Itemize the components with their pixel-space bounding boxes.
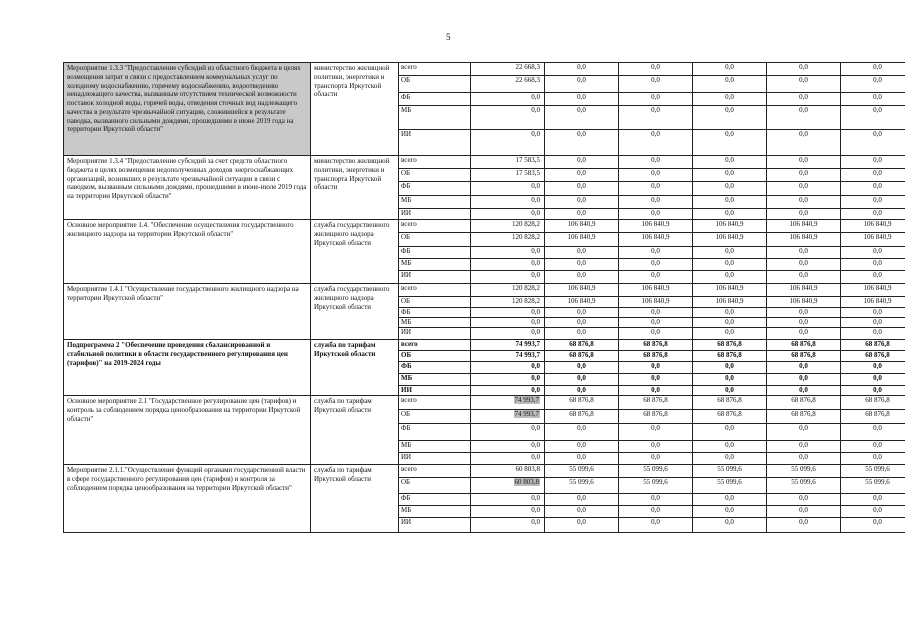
amount-cell: 120 828,2 [471,297,545,308]
amount-cell: 0,0 [619,494,693,506]
amount-cell: 0,0 [471,328,545,340]
amount-cell: 0,0 [471,441,545,453]
funding-source: ФБ [399,93,471,106]
amount-cell [471,478,545,494]
amount-cell: 0,0 [545,362,619,374]
amount-cell: 0,0 [545,424,619,441]
amount-cell: 55 099,6 [841,465,905,478]
amount-cell: 0,0 [619,328,693,340]
amount-cell: 68 876,8 [693,351,767,362]
measure-name: Основное мероприятие 1.4. "Обеспечение осуществления государственного жилищного надзора на территории Иркутской области" [64,220,311,284]
amount-cell: 0,0 [471,318,545,328]
amount-cell: 55 099,6 [693,465,767,478]
funding-source: ИИ [399,209,471,220]
table-row [64,63,905,76]
amount-cell: 0,0 [545,259,619,271]
amount-cell: 0,0 [693,76,767,93]
amount-cell: 0,0 [693,362,767,374]
amount-cell: 0,0 [693,196,767,209]
amount-cell: 106 840,9 [693,220,767,233]
amount-cell: 55 099,6 [619,465,693,478]
amount-cell: 0,0 [619,453,693,465]
amount-cell: 0,0 [767,271,841,284]
amount-cell: 0,0 [841,318,905,328]
amount-cell: 0,0 [619,386,693,396]
amount-cell: 0,0 [693,374,767,386]
amount-cell: 0,0 [693,247,767,259]
funding-source: МБ [399,318,471,328]
amount-cell: 0,0 [693,506,767,518]
amount-cell: 0,0 [841,76,905,93]
amount-cell: 0,0 [545,196,619,209]
amount-cell: 0,0 [619,441,693,453]
amount-cell: 17 583,5 [471,169,545,182]
amount-cell: 68 876,8 [841,410,905,424]
amount-cell: 106 840,9 [693,233,767,247]
amount-cell: 0,0 [767,196,841,209]
amount-cell: 68 876,8 [767,340,841,351]
amount-cell: 74 993,7 [471,340,545,351]
amount-cell: 0,0 [767,318,841,328]
funding-source: ФБ [399,424,471,441]
amount-cell: 55 099,6 [545,478,619,494]
amount-cell: 0,0 [471,209,545,220]
amount-cell: 0,0 [619,506,693,518]
amount-cell: 68 876,8 [767,351,841,362]
funding-source: всего [399,340,471,351]
amount-cell [471,396,545,410]
amount-cell: 106 840,9 [545,284,619,297]
amount-cell: 0,0 [619,130,693,156]
measure-name: Подпрограмма 2 "Обеспечение проведения сбалансированной и стабильной политики в области государственного регулирования цен (тарифов)" на 2019-2024 годы [64,340,311,396]
amount-cell: 0,0 [619,196,693,209]
amount-cell: 0,0 [545,182,619,196]
amount-cell: 0,0 [619,424,693,441]
amount-cell: 0,0 [841,441,905,453]
measure-name: Мероприятие 1.4.1 "Осуществление государственного жилищного надзора на территории Иркутской области" [64,284,311,340]
amount-cell: 0,0 [767,93,841,106]
amount-cell: 0,0 [471,130,545,156]
page-number: 5 [446,32,451,42]
amount-cell: 106 840,9 [767,297,841,308]
amount-cell: 0,0 [545,308,619,318]
amount-cell: 0,0 [619,209,693,220]
responsible-executor: служба по тарифам Иркутской области [311,396,399,465]
amount-cell: 68 876,8 [619,396,693,410]
funding-source: ИИ [399,271,471,284]
responsible-executor: служба государственного жилищного надзора Иркутской области [311,284,399,340]
table-row [64,465,905,478]
amount-cell: 0,0 [693,130,767,156]
amount-cell: 0,0 [841,247,905,259]
funding-source: МБ [399,259,471,271]
amount-cell: 0,0 [841,130,905,156]
amount-cell: 55 099,6 [545,465,619,478]
amount-cell: 0,0 [767,63,841,76]
amount-cell: 0,0 [841,506,905,518]
amount-cell: 0,0 [841,518,905,533]
table-row [64,284,905,297]
amount-cell: 0,0 [619,169,693,182]
amount-cell: 0,0 [545,76,619,93]
amount-cell: 55 099,6 [767,465,841,478]
amount-cell: 0,0 [471,453,545,465]
amount-cell: 17 583,5 [471,156,545,169]
amount-cell: 106 840,9 [619,284,693,297]
amount-cell: 0,0 [619,106,693,130]
amount-cell: 0,0 [767,169,841,182]
amount-cell: 0,0 [767,453,841,465]
amount-cell: 106 840,9 [767,220,841,233]
amount-cell: 74 993,7 [471,351,545,362]
responsible-executor: служба по тарифам Иркутской области [311,465,399,533]
amount-cell: 0,0 [619,63,693,76]
amount-cell: 0,0 [693,328,767,340]
amount-cell: 0,0 [471,494,545,506]
funding-source: МБ [399,506,471,518]
funding-table [63,62,905,533]
funding-source: ФБ [399,494,471,506]
amount-cell: 0,0 [545,328,619,340]
amount-cell: 0,0 [619,518,693,533]
amount-cell: 0,0 [471,271,545,284]
amount-cell: 106 840,9 [619,220,693,233]
amount-cell: 0,0 [693,386,767,396]
amount-cell: 68 876,8 [545,351,619,362]
amount-cell: 0,0 [767,209,841,220]
amount-cell: 0,0 [545,247,619,259]
amount-cell: 106 840,9 [841,297,905,308]
highlighted-amount: 74 993,7 [514,410,539,418]
funding-source: ИИ [399,453,471,465]
funding-source: ИИ [399,386,471,396]
amount-cell: 106 840,9 [545,233,619,247]
amount-cell: 0,0 [619,374,693,386]
amount-cell: 0,0 [545,209,619,220]
amount-cell: 0,0 [841,259,905,271]
amount-cell: 0,0 [693,318,767,328]
amount-cell: 0,0 [767,362,841,374]
amount-cell: 0,0 [471,93,545,106]
funding-source: ОБ [399,410,471,424]
table-row [64,340,905,351]
amount-cell: 0,0 [841,106,905,130]
amount-cell: 0,0 [841,386,905,396]
amount-cell: 0,0 [841,424,905,441]
amount-cell: 0,0 [841,209,905,220]
amount-cell: 68 876,8 [545,396,619,410]
amount-cell: 106 840,9 [693,284,767,297]
amount-cell: 68 876,8 [841,396,905,410]
amount-cell: 0,0 [841,93,905,106]
amount-cell: 68 876,8 [545,340,619,351]
amount-cell: 0,0 [841,494,905,506]
responsible-executor: министерство жилищной политики, энергетики и транспорта Иркутской области [311,63,399,156]
funding-source: МБ [399,441,471,453]
funding-table-body [64,63,905,533]
table-row [64,220,905,233]
amount-cell: 0,0 [471,182,545,196]
amount-cell: 0,0 [545,441,619,453]
amount-cell: 0,0 [619,308,693,318]
amount-cell: 0,0 [471,424,545,441]
amount-cell: 106 840,9 [841,233,905,247]
funding-source: ОБ [399,351,471,362]
amount-cell: 0,0 [619,271,693,284]
amount-cell: 0,0 [619,247,693,259]
amount-cell: 0,0 [693,494,767,506]
amount-cell: 0,0 [767,386,841,396]
amount-cell: 106 840,9 [619,233,693,247]
measure-name: Мероприятие 2.1.1."Осуществление функций органами государственной власти в сфере государственного регулирования цен (тарифов) и контроля за соблюдением порядка ценообразования на территории Иркутской области" [64,465,311,533]
funding-source: всего [399,63,471,76]
funding-source: МБ [399,106,471,130]
amount-cell: 0,0 [841,169,905,182]
amount-cell: 106 840,9 [767,284,841,297]
highlighted-amount: 60 803,8 [514,478,539,486]
funding-source: ОБ [399,233,471,247]
funding-source: ИИ [399,328,471,340]
amount-cell: 0,0 [841,196,905,209]
funding-source: ФБ [399,247,471,259]
amount-cell: 0,0 [545,318,619,328]
amount-cell: 0,0 [693,424,767,441]
amount-cell: 0,0 [693,63,767,76]
measure-name: Мероприятие 1.3.3 "Предоставление субсидий из областного бюджета в целях возмещения затрат в связи с предоставлением коммунальных услуг по холодному водоснабжению, горячему водоснабжению, водоотведению ненадлежащего качества, вызванным отсутствием технической возможности поставок холодной воды, горячей воды, отведения сточных вод надлежащего качества в результате чрезвычайной ситуации, сложившейся в результате паводка, вызванного сильными дождями, прошедшими в июне 2019 года на территории Иркутской области" [64,63,311,156]
amount-cell: 0,0 [841,374,905,386]
amount-cell: 0,0 [619,362,693,374]
amount-cell: 0,0 [619,156,693,169]
amount-cell: 120 828,2 [471,220,545,233]
amount-cell: 68 876,8 [693,340,767,351]
responsible-executor: служба государственного жилищного надзора Иркутской области [311,220,399,284]
amount-cell: 0,0 [693,453,767,465]
amount-cell: 106 840,9 [545,220,619,233]
amount-cell: 0,0 [619,76,693,93]
amount-cell: 0,0 [545,494,619,506]
amount-cell: 120 828,2 [471,233,545,247]
amount-cell: 0,0 [841,271,905,284]
amount-cell: 0,0 [545,453,619,465]
amount-cell: 22 668,3 [471,63,545,76]
amount-cell: 68 876,8 [619,340,693,351]
amount-cell: 0,0 [767,259,841,271]
amount-cell: 55 099,6 [693,478,767,494]
funding-source: всего [399,465,471,478]
amount-cell: 0,0 [767,328,841,340]
amount-cell: 106 840,9 [767,233,841,247]
amount-cell: 0,0 [841,63,905,76]
amount-cell: 0,0 [693,271,767,284]
amount-cell: 0,0 [767,76,841,93]
amount-cell: 0,0 [693,518,767,533]
amount-cell: 0,0 [767,156,841,169]
amount-cell: 22 668,3 [471,76,545,93]
funding-source: ФБ [399,182,471,196]
amount-cell: 0,0 [767,441,841,453]
amount-cell: 68 876,8 [767,410,841,424]
amount-cell: 0,0 [619,318,693,328]
amount-cell: 0,0 [767,247,841,259]
amount-cell: 55 099,6 [841,478,905,494]
funding-source: всего [399,220,471,233]
measure-name: Мероприятие 1.3.4 "Предоставление субсидий за счет средств областного бюджета в целях возмещения недополученных доходов энергоснабжающих организаций, возникших в результате чрезвычайной ситуации в связи с паводком, вызванным сильными дождями, прошедшими в июне-июле 2019 года на территории Иркутской области" [64,156,311,220]
amount-cell: 0,0 [545,63,619,76]
amount-cell: 55 099,6 [767,478,841,494]
amount-cell: 0,0 [545,106,619,130]
amount-cell: 0,0 [545,156,619,169]
amount-cell: 68 876,8 [619,351,693,362]
amount-cell: 0,0 [841,308,905,318]
amount-cell: 0,0 [471,506,545,518]
funding-source: ИИ [399,130,471,156]
funding-source: ОБ [399,478,471,494]
amount-cell: 106 840,9 [693,297,767,308]
amount-cell: 0,0 [767,424,841,441]
amount-cell: 0,0 [767,308,841,318]
amount-cell: 0,0 [471,247,545,259]
amount-cell: 0,0 [693,441,767,453]
funding-source: ОБ [399,76,471,93]
amount-cell: 0,0 [545,169,619,182]
amount-cell: 0,0 [693,182,767,196]
amount-cell: 0,0 [545,374,619,386]
amount-cell: 0,0 [471,106,545,130]
amount-cell: 0,0 [619,182,693,196]
table-row [64,396,905,410]
amount-cell: 68 876,8 [693,396,767,410]
amount-cell: 0,0 [841,453,905,465]
funding-source: ИИ [399,518,471,533]
amount-cell: 68 876,8 [767,396,841,410]
amount-cell: 106 840,9 [841,220,905,233]
amount-cell [471,410,545,424]
amount-cell: 0,0 [841,362,905,374]
funding-source: всего [399,396,471,410]
funding-source: ФБ [399,362,471,374]
amount-cell: 0,0 [693,156,767,169]
responsible-executor: министерство жилищной политики, энергетики и транспорта Иркутской области [311,156,399,220]
funding-source: всего [399,284,471,297]
amount-cell: 0,0 [693,93,767,106]
amount-cell: 0,0 [471,362,545,374]
amount-cell: 0,0 [545,386,619,396]
amount-cell: 106 840,9 [619,297,693,308]
amount-cell: 0,0 [545,518,619,533]
amount-cell: 0,0 [471,259,545,271]
amount-cell: 0,0 [767,506,841,518]
amount-cell: 0,0 [545,130,619,156]
amount-cell: 0,0 [545,93,619,106]
amount-cell: 0,0 [841,182,905,196]
table-row [64,156,905,169]
highlighted-amount: 74 993,7 [514,396,539,404]
amount-cell: 0,0 [471,196,545,209]
amount-cell: 0,0 [619,93,693,106]
amount-cell: 0,0 [693,169,767,182]
amount-cell: 0,0 [693,106,767,130]
amount-cell: 0,0 [841,156,905,169]
amount-cell: 55 099,6 [619,478,693,494]
funding-source: ОБ [399,297,471,308]
measure-name: Основное мероприятие 2.1 "Государственное регулирование цен (тарифов) и контроль за соблюдением порядка ценообразования на территории Иркутской области" [64,396,311,465]
amount-cell: 0,0 [767,182,841,196]
amount-cell: 0,0 [693,259,767,271]
amount-cell: 120 828,2 [471,284,545,297]
amount-cell: 60 803,8 [471,465,545,478]
amount-cell: 0,0 [841,328,905,340]
amount-cell: 0,0 [471,374,545,386]
amount-cell: 0,0 [545,271,619,284]
amount-cell: 0,0 [471,518,545,533]
amount-cell: 68 876,8 [693,410,767,424]
amount-cell: 0,0 [767,106,841,130]
amount-cell: 68 876,8 [619,410,693,424]
amount-cell: 106 840,9 [841,284,905,297]
funding-source: всего [399,156,471,169]
funding-source: МБ [399,374,471,386]
amount-cell: 0,0 [545,506,619,518]
amount-cell: 0,0 [693,308,767,318]
amount-cell: 0,0 [767,374,841,386]
amount-cell: 68 876,8 [841,351,905,362]
amount-cell: 0,0 [767,130,841,156]
amount-cell: 0,0 [471,386,545,396]
amount-cell: 0,0 [619,259,693,271]
amount-cell: 68 876,8 [545,410,619,424]
amount-cell: 0,0 [767,494,841,506]
amount-cell: 0,0 [471,308,545,318]
amount-cell: 106 840,9 [545,297,619,308]
amount-cell: 68 876,8 [841,340,905,351]
funding-source: ОБ [399,169,471,182]
responsible-executor: служба по тарифам Иркутской области [311,340,399,396]
amount-cell: 0,0 [767,518,841,533]
funding-source: МБ [399,196,471,209]
amount-cell: 0,0 [693,209,767,220]
funding-source: ФБ [399,308,471,318]
